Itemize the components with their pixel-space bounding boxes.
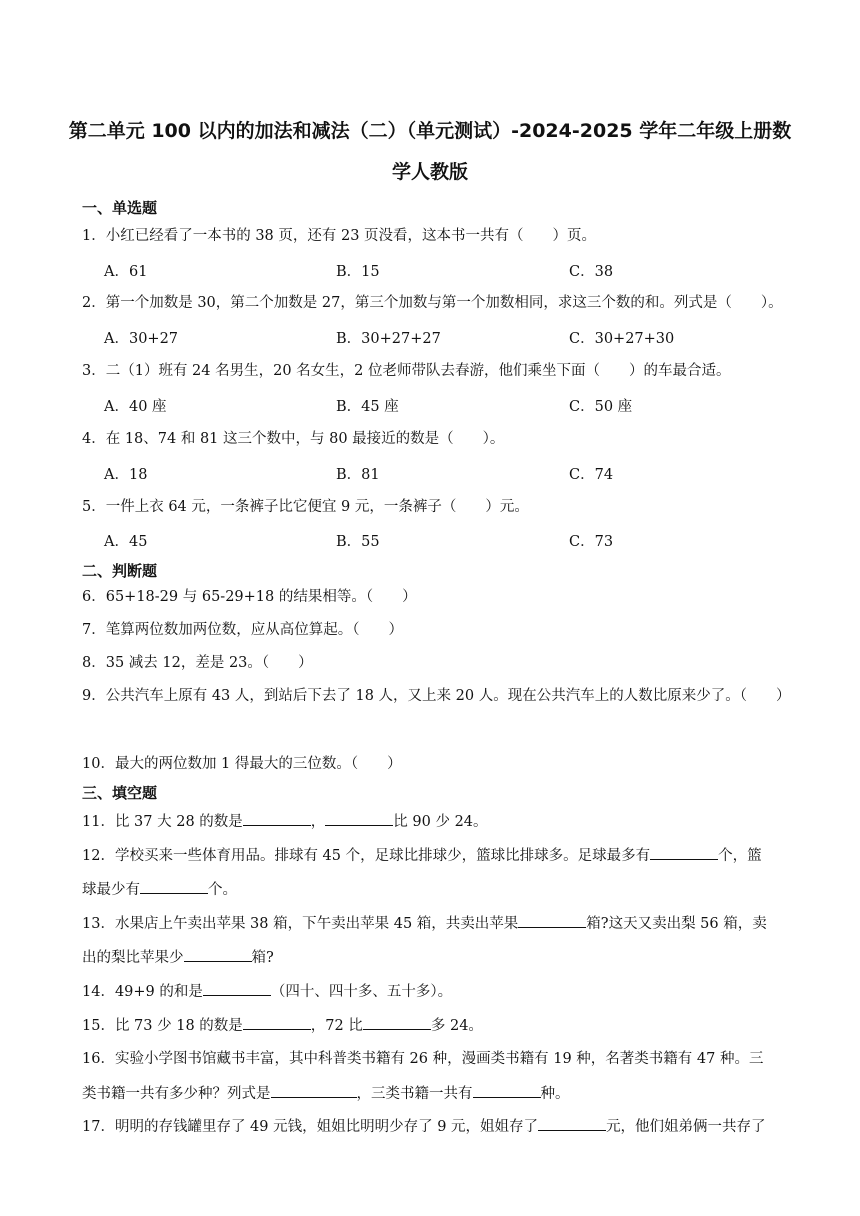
answer-blank-16a[interactable] [271,1083,357,1098]
answer-blank-14[interactable] [203,981,271,996]
question-3: 3．二（1）班有 24 名男生，20 名女生，2 位老师带队去春游，他们乘坐下面（ ）的车最合适。 [82,363,731,379]
question-17-text-1: 17．明明的存钱罐里存了 49 元钱，姐姐比明明少存了 9 元，姐姐存了 [82,1119,539,1135]
question-11-text-1: 11．比 37 大 28 的数是 [82,814,243,830]
question-12-text-2: 个，篮 [718,848,762,864]
option-1a[interactable]: A．61 [104,264,148,280]
option-4a[interactable]: A．18 [104,467,148,483]
question-11-text-2: ， [310,814,326,830]
question-14-text-2: （四十、四十多、五十多）。 [270,984,453,1000]
option-3a[interactable]: A．40 座 [104,399,167,415]
answer-blank-16b[interactable] [473,1083,541,1098]
question-17-text-2: 元，他们姐弟俩一共存了 [606,1119,766,1135]
question-12-text-3: 球最少有 [82,882,140,898]
question-15-text-2: ，72 比 [310,1018,363,1034]
answer-blank-13b[interactable] [184,947,252,962]
question-13-text-1: 13．水果店上午卖出苹果 38 箱，下午卖出苹果 45 箱，共卖出苹果 [82,916,519,932]
question-8: 8．35 减去 12，差是 23。（ ） [82,655,313,671]
option-5c[interactable]: C．73 [569,534,614,550]
question-9: 9．公共汽车上原有 43 人，到站后下去了 18 人，又上来 20 人。现在公共汽车上的人数比原来少了。（ ） [82,688,791,704]
question-16-text-3: ，三类书籍一共有 [356,1086,473,1102]
option-2c[interactable]: C．30+27+30 [569,331,675,347]
question-13-line-2 [82,947,810,968]
question-17-line-1 [82,1116,810,1137]
question-15 [82,1015,810,1036]
question-2: 2．第一个加数是 30，第二个加数是 27，第三个加数与第一个加数相同，求这三个数的和。列式是（ ）。 [82,295,783,311]
option-2a[interactable]: A．30+27 [104,331,179,347]
answer-blank-15b[interactable] [363,1015,431,1030]
question-13-text-4: 箱? [251,950,274,966]
question-5: 5．一件上衣 64 元，一条裤子比它便宜 9 元，一条裤子（ ）元。 [82,499,529,515]
question-16-line-2 [82,1083,810,1104]
title-line-2: 学人教版 [391,161,468,183]
question-11 [82,811,810,832]
answer-blank-17a[interactable] [538,1116,606,1131]
option-5b[interactable]: B．55 [336,534,380,550]
question-4: 4．在 18、74 和 81 这三个数中，与 80 最接近的数是（ ）。 [82,431,505,447]
option-5a[interactable]: A．45 [104,534,148,550]
answer-blank-11a[interactable] [243,811,311,826]
question-16-line-1: 16．实验小学图书馆藏书丰富，其中科普类书籍有 26 种，漫画类书籍有 19 种，名著类书籍有 47 种。三 [82,1051,764,1067]
answer-blank-12b[interactable] [140,879,208,894]
section-heading-single-choice: 一、单选题 [82,199,158,217]
question-15-text-3: 多 24。 [430,1018,483,1034]
question-12-text-4: 个。 [208,882,237,898]
question-16-text-4: 种。 [540,1086,570,1102]
option-3c[interactable]: C．50 座 [569,399,633,415]
question-11-text-3: 比 90 少 24。 [393,814,488,830]
question-12-line-2 [82,879,810,900]
question-6: 6．65+18-29 与 65-29+18 的结果相等。（ ） [82,589,417,605]
title-line-1: 第二单元 100 以内的加法和减法（二）（单元测试）-2024-2025 学年二年级上册数 [68,120,792,142]
question-13-line-1 [82,913,810,934]
question-12-line-1 [82,845,810,866]
section-heading-true-false: 二、判断题 [82,562,158,580]
section-heading-fill-blank: 三、填空题 [82,784,158,802]
question-10: 10．最大的两位数加 1 得最大的三位数。（ ） [82,756,402,772]
answer-blank-11b[interactable] [325,811,393,826]
answer-blank-15a[interactable] [243,1015,311,1030]
option-4b[interactable]: B．81 [336,467,380,483]
question-7: 7．笔算两位数加两位数，应从高位算起。（ ） [82,622,403,638]
question-13-text-2: 箱?这天又卖出梨 56 箱，卖 [586,916,767,932]
question-14-text-1: 14．49+9 的和是 [82,984,203,1000]
option-3b[interactable]: B．45 座 [336,399,399,415]
question-16-text-2: 类书籍一共有多少种？列式是 [82,1086,271,1102]
question-12-text-1: 12．学校买来一些体育用品。排球有 45 个，足球比排球少，篮球比排球多。足球最多有 [82,848,651,864]
question-15-text-1: 15．比 73 少 18 的数是 [82,1018,243,1034]
option-4c[interactable]: C．74 [569,467,614,483]
answer-blank-12a[interactable] [650,845,718,860]
question-13-text-3: 出的梨比苹果少 [82,950,184,966]
answer-blank-13a[interactable] [518,913,586,928]
option-1b[interactable]: B．15 [336,264,380,280]
question-14 [82,981,810,1002]
option-2b[interactable]: B．30+27+27 [336,331,441,347]
question-1: 1．小红已经看了一本书的 38 页，还有 23 页没看，这本书一共有（ ）页。 [82,228,597,244]
option-1c[interactable]: C．38 [569,264,614,280]
